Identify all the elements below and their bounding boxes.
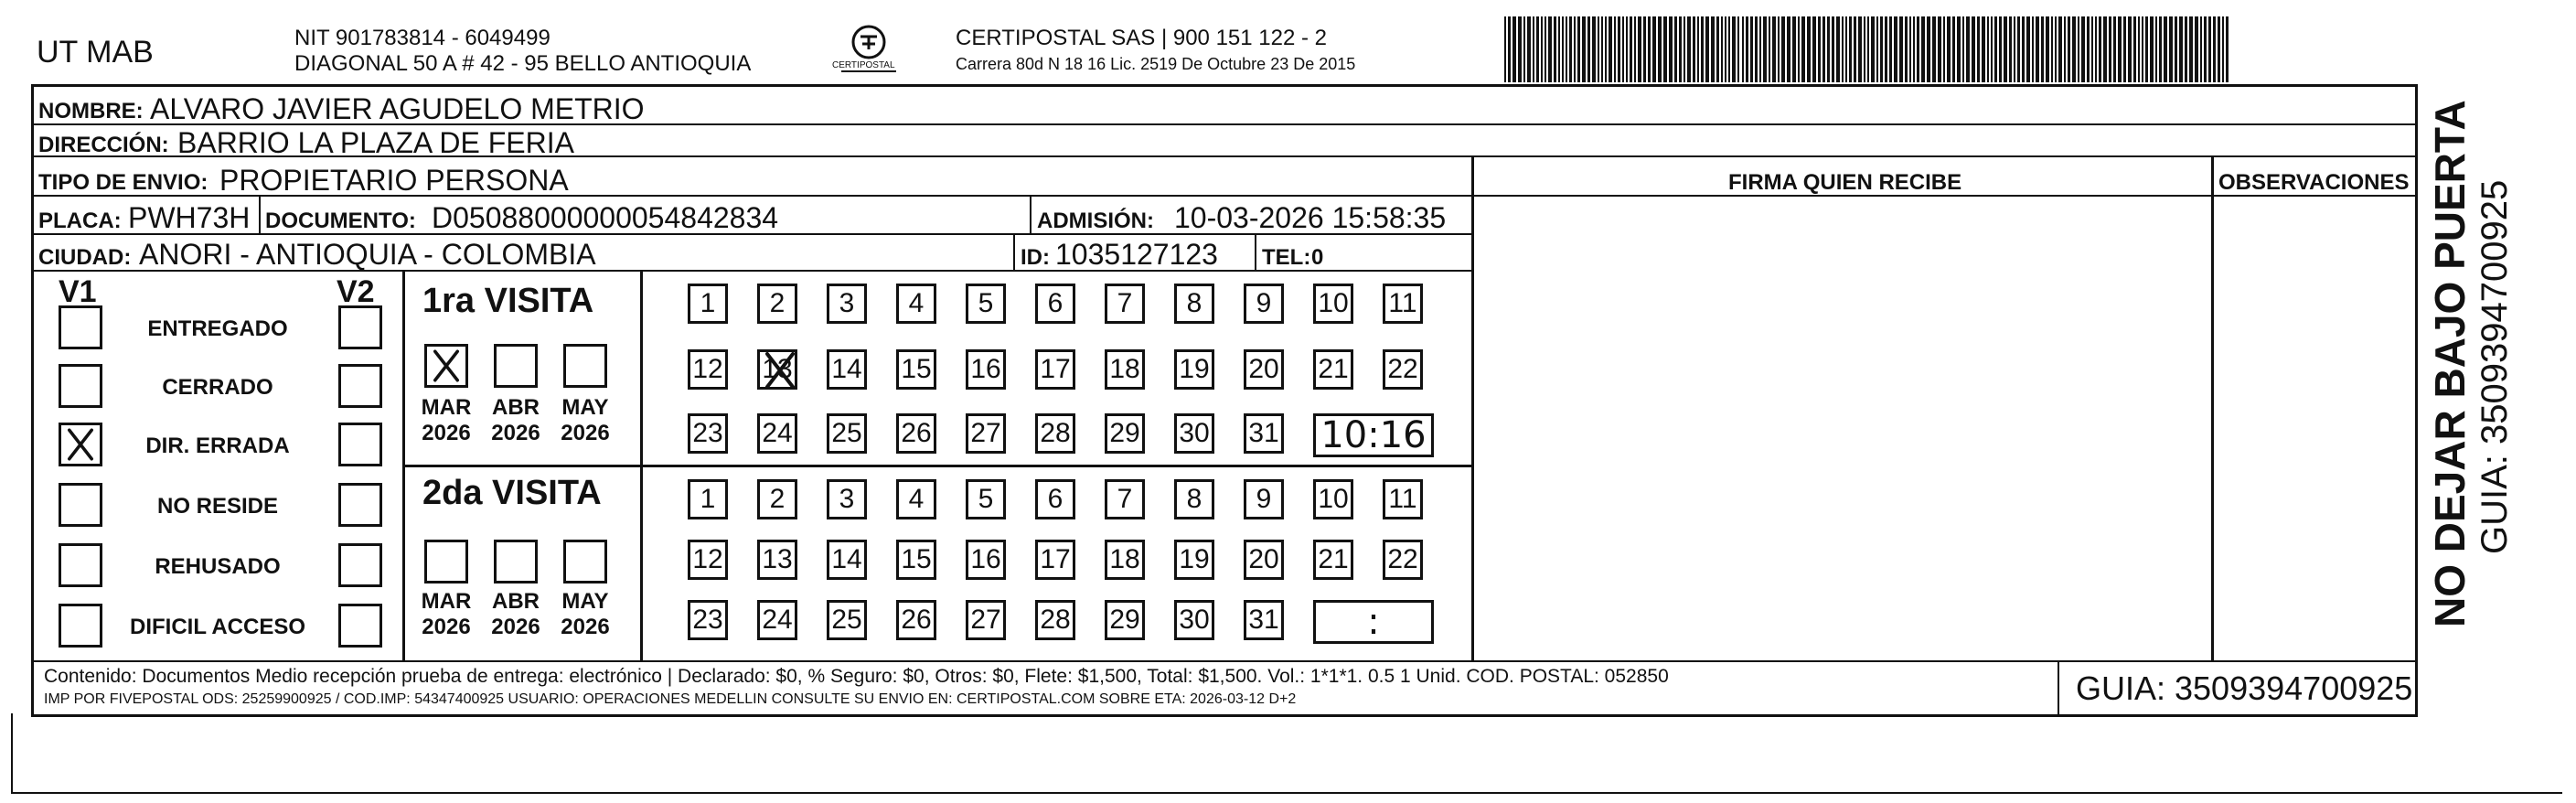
day-box[interactable] — [966, 479, 1006, 519]
day-box[interactable] — [1035, 349, 1075, 390]
day-number: 29 — [1109, 418, 1140, 448]
day-box[interactable] — [896, 600, 936, 640]
day-box[interactable] — [688, 349, 728, 390]
day-number: 18 — [1109, 544, 1140, 574]
day-box[interactable] — [1105, 479, 1145, 519]
day-box[interactable] — [688, 600, 728, 640]
v2-checkbox[interactable] — [338, 364, 382, 408]
day-number: 21 — [1318, 354, 1349, 384]
day-box[interactable] — [966, 413, 1006, 454]
day-box[interactable] — [896, 284, 936, 324]
document-label: DOCUMENTO: — [265, 209, 416, 233]
day-number: 26 — [901, 605, 932, 635]
signature-header: FIRMA QUIEN RECIBE — [1728, 170, 1962, 195]
address-label: DIRECCIÓN: — [38, 133, 169, 157]
day-number: 11 — [1388, 484, 1417, 514]
day-box[interactable] — [1174, 284, 1214, 324]
day-number: 19 — [1179, 544, 1210, 574]
day-box[interactable] — [1035, 540, 1075, 580]
time-value: : — [1367, 601, 1380, 643]
x-mark-icon — [758, 348, 802, 400]
v2-checkbox[interactable] — [338, 305, 382, 349]
observations-header: OBSERVACIONES — [2218, 170, 2410, 195]
day-box[interactable] — [757, 600, 797, 640]
day-box[interactable] — [1383, 540, 1423, 580]
day-box[interactable] — [1313, 284, 1353, 324]
id-label: ID: — [1021, 245, 1050, 270]
day-box[interactable] — [1105, 349, 1145, 390]
v1-checkbox[interactable] — [59, 423, 102, 466]
day-box[interactable] — [1174, 349, 1214, 390]
day-box[interactable] — [1244, 413, 1284, 454]
day-box[interactable] — [1383, 284, 1423, 324]
day-number: 24 — [762, 605, 793, 635]
day-box[interactable] — [1035, 413, 1075, 454]
day-number: 7 — [1117, 288, 1133, 318]
year-label: 2026 — [422, 615, 471, 639]
shipping-type-label: TIPO DE ENVIO: — [38, 170, 208, 195]
tel-label: TEL: — [1262, 245, 1311, 270]
v2-checkbox[interactable] — [338, 543, 382, 587]
day-number: 8 — [1186, 484, 1202, 514]
day-box[interactable] — [827, 284, 867, 324]
day-box[interactable] — [1174, 600, 1214, 640]
day-box[interactable] — [757, 284, 797, 324]
day-number: 14 — [831, 354, 862, 384]
plate-label: PLACA: — [38, 209, 122, 233]
recipient-address: BARRIO LA PLAZA DE FERIA — [177, 126, 574, 159]
day-number: 30 — [1179, 605, 1210, 635]
day-box[interactable] — [827, 479, 867, 519]
day-box[interactable] — [827, 600, 867, 640]
v1-checkbox[interactable] — [59, 305, 102, 349]
day-number: 25 — [831, 418, 862, 448]
company-address: DIAGONAL 50 A # 42 - 95 BELLO ANTIOQUIA — [294, 51, 752, 76]
time-box[interactable] — [1313, 413, 1434, 457]
day-box[interactable] — [1105, 540, 1145, 580]
day-number: 2 — [769, 484, 786, 514]
day-number: 17 — [1040, 354, 1071, 384]
city-value: ANORI - ANTIOQUIA - COLOMBIA — [139, 238, 596, 271]
day-box[interactable] — [1313, 479, 1353, 519]
day-box[interactable] — [757, 413, 797, 454]
time-box[interactable] — [1313, 600, 1434, 644]
day-number: 18 — [1109, 354, 1140, 384]
day-box[interactable] — [1244, 540, 1284, 580]
day-box[interactable] — [757, 349, 797, 390]
day-number: 4 — [908, 288, 925, 318]
admission-value: 10-03-2026 15:58:35 — [1174, 201, 1447, 234]
day-number: 28 — [1040, 605, 1071, 635]
month-label: MAY — [561, 589, 609, 614]
carrier-license: Carrera 80d N 18 16 Lic. 2519 De Octubre 23 De 2015 — [956, 55, 1356, 73]
day-number: 27 — [970, 418, 1001, 448]
status-option-label: DIFICIL ACCESO — [129, 615, 305, 639]
day-box[interactable] — [1244, 284, 1284, 324]
v1-checkbox[interactable] — [59, 364, 102, 408]
day-number: 10 — [1318, 288, 1349, 318]
day-box[interactable] — [688, 284, 728, 324]
document-value: D05088000000054842834 — [432, 201, 779, 234]
day-box[interactable] — [1244, 600, 1284, 640]
x-mark-icon — [427, 347, 465, 390]
day-number: 25 — [831, 605, 862, 635]
plate-value: PWH73H — [128, 201, 251, 234]
day-number: 5 — [978, 484, 994, 514]
v2-checkbox[interactable] — [338, 483, 382, 527]
footer-content: Contenido: Documentos Medio recepción prueba de entrega: electrónico | Declarado: $0, % Seguro: $0, Otros: $0, Flete: $1,500, Total: $1,500. Vol.: 1*1*1. 0.5 1 Unid. COD. POSTAL: 052850 — [44, 666, 1669, 687]
year-label: 2026 — [491, 421, 540, 445]
day-number: 31 — [1248, 605, 1279, 635]
day-box[interactable] — [1313, 349, 1353, 390]
day-number: 8 — [1186, 288, 1202, 318]
day-number: 9 — [1256, 288, 1272, 318]
day-number: 3 — [839, 484, 855, 514]
year-label: 2026 — [561, 615, 610, 639]
year-label: 2026 — [422, 421, 471, 445]
day-box[interactable] — [827, 413, 867, 454]
day-number: 10 — [1318, 484, 1349, 514]
month-label: MAY — [561, 395, 609, 420]
day-box[interactable] — [1383, 349, 1423, 390]
day-number: 20 — [1248, 354, 1279, 384]
day-number: 12 — [692, 544, 723, 574]
day-box[interactable] — [688, 540, 728, 580]
day-number: 30 — [1179, 418, 1210, 448]
month-checkbox[interactable] — [494, 540, 538, 584]
day-box[interactable] — [1035, 479, 1075, 519]
certipostal-logo — [830, 24, 907, 79]
company-nit: NIT 901783814 - 6049499 — [294, 26, 550, 50]
day-number: 13 — [762, 544, 793, 574]
day-box[interactable] — [757, 479, 797, 519]
v2-checkbox[interactable] — [338, 423, 382, 466]
day-number: 17 — [1040, 544, 1071, 574]
day-box[interactable] — [966, 284, 1006, 324]
side-guia: GUIA: 3509394700925 — [2474, 179, 2515, 554]
day-box[interactable] — [1105, 600, 1145, 640]
year-label: 2026 — [561, 421, 610, 445]
logo-wordmark: CERTIPOSTAL — [832, 60, 895, 70]
day-number: 16 — [970, 544, 1001, 574]
month-label: ABR — [492, 395, 540, 420]
shipping-type: PROPIETARIO PERSONA — [219, 164, 569, 197]
day-number: 21 — [1318, 544, 1349, 574]
status-option-label: DIR. ERRADA — [145, 434, 290, 458]
day-number: 29 — [1109, 605, 1140, 635]
day-box[interactable] — [688, 479, 728, 519]
visit1-title: 1ra VISITA — [422, 282, 594, 320]
month-checkbox[interactable] — [563, 344, 607, 388]
day-number: 11 — [1388, 288, 1417, 318]
day-box[interactable] — [966, 600, 1006, 640]
day-number: 13 — [762, 354, 793, 384]
x-mark-icon — [61, 425, 100, 468]
day-number: 1 — [700, 484, 716, 514]
barcode — [1504, 16, 2236, 82]
day-box[interactable] — [1244, 479, 1284, 519]
day-box[interactable] — [827, 540, 867, 580]
day-box[interactable] — [1174, 540, 1214, 580]
status-option-label: NO RESIDE — [156, 494, 279, 519]
month-checkbox[interactable] — [424, 344, 468, 388]
v2-label: V2 — [337, 274, 375, 309]
day-number: 5 — [978, 288, 994, 318]
visit2-title: 2da VISITA — [422, 474, 602, 512]
day-number: 9 — [1256, 484, 1272, 514]
status-option-label: ENTREGADO — [147, 316, 288, 341]
day-number: 26 — [901, 418, 932, 448]
day-box[interactable] — [1383, 479, 1423, 519]
day-box[interactable] — [688, 413, 728, 454]
day-box[interactable] — [1174, 413, 1214, 454]
v1-checkbox[interactable] — [59, 543, 102, 587]
day-number: 6 — [1047, 484, 1064, 514]
day-number: 3 — [839, 288, 855, 318]
day-number: 22 — [1387, 354, 1418, 384]
day-number: 16 — [970, 354, 1001, 384]
day-box[interactable] — [1105, 284, 1145, 324]
day-number: 1 — [700, 288, 716, 318]
day-number: 19 — [1179, 354, 1210, 384]
carrier-name: CERTIPOSTAL SAS | 900 151 122 - 2 — [956, 26, 1327, 50]
status-option-label: REHUSADO — [155, 554, 281, 579]
day-number: 4 — [908, 484, 925, 514]
recipient-name: ALVARO JAVIER AGUDELO METRIO — [150, 92, 645, 125]
day-box[interactable] — [896, 540, 936, 580]
day-number: 2 — [769, 288, 786, 318]
day-number: 23 — [692, 418, 723, 448]
day-number: 15 — [901, 544, 932, 574]
city-label: CIUDAD: — [38, 245, 132, 270]
day-box[interactable] — [1035, 284, 1075, 324]
day-box[interactable] — [1174, 479, 1214, 519]
day-number: 24 — [762, 418, 793, 448]
day-box[interactable] — [757, 540, 797, 580]
v1-checkbox[interactable] — [59, 604, 102, 648]
day-box[interactable] — [1313, 540, 1353, 580]
day-box[interactable] — [896, 479, 936, 519]
id-value: 1035127123 — [1055, 238, 1218, 271]
footer-imp: IMP POR FIVEPOSTAL ODS: 25259900925 / COD.IMP: 54347400925 USUARIO: OPERACIONES MEDELLIN CONSULTE SU ENVIO EN: CERTIPOSTAL.COM SOBRE ETA: 2026-03-12 D+2 — [44, 691, 1297, 707]
day-box[interactable] — [1105, 413, 1145, 454]
day-box[interactable] — [966, 540, 1006, 580]
month-checkbox[interactable] — [563, 540, 607, 584]
status-option-label: CERRADO — [162, 375, 273, 400]
day-number: 27 — [970, 605, 1001, 635]
v1-label: V1 — [59, 274, 97, 309]
day-number: 22 — [1387, 544, 1418, 574]
day-number: 15 — [901, 354, 932, 384]
month-checkbox[interactable] — [424, 540, 468, 584]
day-box[interactable] — [966, 349, 1006, 390]
admission-label: ADMISIÓN: — [1037, 209, 1154, 233]
month-label: ABR — [492, 589, 540, 614]
v2-checkbox[interactable] — [338, 604, 382, 648]
day-number: 31 — [1248, 418, 1279, 448]
footer-guia: GUIA: 3509394700925 — [2076, 669, 2413, 707]
tel-value: 0 — [1311, 245, 1324, 270]
day-number: 20 — [1248, 544, 1279, 574]
day-box[interactable] — [827, 349, 867, 390]
month-label: MAR — [421, 395, 472, 420]
year-label: 2026 — [491, 615, 540, 639]
day-number: 6 — [1047, 288, 1064, 318]
certipostal-logo-icon — [830, 24, 907, 79]
month-label: MAR — [421, 589, 472, 614]
name-label: NOMBRE: — [38, 99, 144, 123]
day-box[interactable] — [1244, 349, 1284, 390]
day-box[interactable] — [896, 349, 936, 390]
time-value: 10:16 — [1320, 414, 1427, 456]
v1-checkbox[interactable] — [59, 483, 102, 527]
day-box[interactable] — [1035, 600, 1075, 640]
side-warning: NO DEJAR BAJO PUERTA — [2426, 100, 2474, 627]
day-box[interactable] — [896, 413, 936, 454]
company-name: UT MAB — [37, 35, 154, 70]
month-checkbox[interactable] — [494, 344, 538, 388]
day-number: 12 — [692, 354, 723, 384]
day-number: 14 — [831, 544, 862, 574]
day-number: 23 — [692, 605, 723, 635]
day-number: 28 — [1040, 418, 1071, 448]
day-number: 7 — [1117, 484, 1133, 514]
